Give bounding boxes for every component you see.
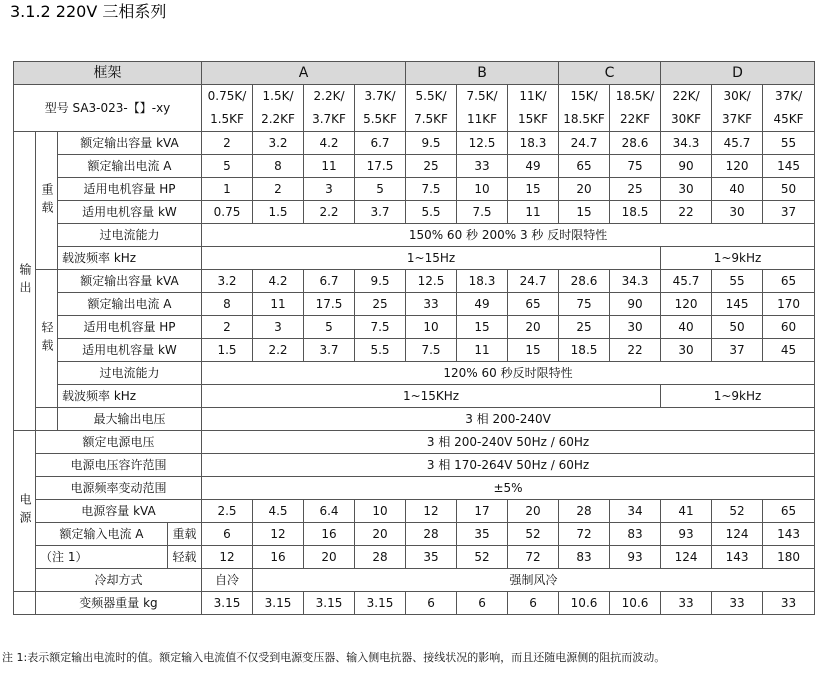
model-line-1: 15K/ <box>570 89 598 103</box>
row-label: 适用电机容量 kW <box>58 339 202 362</box>
light-value-cell: 60 <box>763 316 815 339</box>
heavy-value-cell: 75 <box>610 155 661 178</box>
model-line-1: 7.5K/ <box>466 89 498 103</box>
model-line-2: 11KF <box>466 112 498 126</box>
power-capacity-cell: 6.4 <box>304 500 355 523</box>
power-capacity-cell: 41 <box>661 500 712 523</box>
heavy-value-cell: 7.5 <box>406 178 457 201</box>
heavy-value-cell: 1 <box>202 178 253 201</box>
input-light-cell: 20 <box>304 546 355 569</box>
model-line-1: 22K/ <box>672 89 700 103</box>
max-voltage-value: 3 相 200-240V <box>202 408 815 431</box>
light-value-cell: 18.5 <box>559 339 610 362</box>
light-value-cell: 55 <box>712 270 763 293</box>
heavy-value-cell: 10 <box>457 178 508 201</box>
heavy-value-cell: 2.2 <box>304 201 355 224</box>
model-line-1: 11K/ <box>519 89 547 103</box>
light-value-cell: 28.6 <box>559 270 610 293</box>
light-value-cell: 4.2 <box>253 270 304 293</box>
light-row <box>14 316 815 339</box>
heavy-value-cell: 7.5 <box>457 201 508 224</box>
blank-cell <box>36 408 58 431</box>
frame-a-header: A <box>202 62 406 85</box>
row-label: 最大输出电压 <box>58 408 202 431</box>
heavy-value-cell: 37 <box>763 201 815 224</box>
input-heavy-cell: 12 <box>253 523 304 546</box>
rated-voltage-value: 3 相 200-240V 50Hz / 60Hz <box>202 431 815 454</box>
light-value-cell: 33 <box>406 293 457 316</box>
model-line-1: 37K/ <box>774 89 803 103</box>
input-current-note: （注 1） <box>36 546 168 569</box>
row-label: 额定输出容量 kVA <box>58 270 202 293</box>
heavy-value-cell: 55 <box>763 132 815 155</box>
weight-cell: 3.15 <box>355 592 406 615</box>
light-value-cell: 50 <box>712 316 763 339</box>
freq-tolerance-value: ±5% <box>202 477 815 500</box>
light-value-cell: 11 <box>457 339 508 362</box>
row-label: 额定输出容量 kVA <box>58 132 202 155</box>
row-label: 适用电机容量 kW <box>58 201 202 224</box>
heavy-value-cell: 25 <box>406 155 457 178</box>
row-label: 冷却方式 <box>36 569 202 592</box>
light-carrier-row <box>14 385 815 408</box>
light-value-cell: 45.7 <box>661 270 712 293</box>
model-cell <box>508 85 559 132</box>
heavy-value-cell: 18.5 <box>610 201 661 224</box>
heavy-value-cell: 9.5 <box>406 132 457 155</box>
input-heavy-cell: 83 <box>610 523 661 546</box>
light-overload-value: 120% 60 秒反时限特性 <box>202 362 815 385</box>
heavy-value-cell: 5 <box>355 178 406 201</box>
light-value-cell: 20 <box>508 316 559 339</box>
heavy-value-cell: 5 <box>202 155 253 178</box>
light-value-cell: 40 <box>661 316 712 339</box>
model-line-2: 30KF <box>671 112 702 126</box>
heavy-value-cell: 11 <box>304 155 355 178</box>
heavy-value-cell: 2 <box>253 178 304 201</box>
heavy-value-cell: 30 <box>661 178 712 201</box>
heavy-value-cell: 33 <box>457 155 508 178</box>
light-value-cell: 18.3 <box>457 270 508 293</box>
heavy-value-cell: 8 <box>253 155 304 178</box>
heavy-value-cell: 15 <box>508 178 559 201</box>
row-label: 载波频率 kHz <box>58 247 202 270</box>
input-current-label: 额定输入电流 A <box>36 523 168 546</box>
model-line-2: 22KF <box>620 112 651 126</box>
input-light-cell: 12 <box>202 546 253 569</box>
model-cell <box>304 85 355 132</box>
light-value-cell: 65 <box>763 270 815 293</box>
heavy-value-cell: 145 <box>763 155 815 178</box>
model-label: 型号 SA3-023-【】-xy <box>14 85 202 132</box>
input-heavy-cell: 143 <box>763 523 815 546</box>
model-cell <box>661 85 712 132</box>
model-line-1: 3.7K/ <box>364 89 396 103</box>
heavy-value-cell: 12.5 <box>457 132 508 155</box>
light-row <box>14 293 815 316</box>
light-value-cell: 25 <box>559 316 610 339</box>
light-value-cell: 65 <box>508 293 559 316</box>
light-row <box>14 270 815 293</box>
row-label: 变频器重量 kg <box>36 592 202 615</box>
model-cell <box>712 85 763 132</box>
model-cell <box>763 85 815 132</box>
light-value-cell: 5 <box>304 316 355 339</box>
heavy-row <box>14 201 815 224</box>
input-heavy-row <box>14 523 815 546</box>
input-heavy-cell: 124 <box>712 523 763 546</box>
heavy-side-label: 重载 <box>36 132 58 270</box>
heavy-overload-row <box>14 224 815 247</box>
weight-cell: 6 <box>406 592 457 615</box>
heavy-value-cell: 28.6 <box>610 132 661 155</box>
light-value-cell: 15 <box>457 316 508 339</box>
light-value-cell: 49 <box>457 293 508 316</box>
weight-cell: 10.6 <box>559 592 610 615</box>
voltage-tolerance-value: 3 相 170-264V 50Hz / 60Hz <box>202 454 815 477</box>
weight-row <box>14 592 815 615</box>
input-heavy-cell: 52 <box>508 523 559 546</box>
model-line-2: 18.5KF <box>563 112 605 126</box>
heavy-value-cell: 11 <box>508 201 559 224</box>
input-light-cell: 35 <box>406 546 457 569</box>
section-title: 3.1.2 220V 三相系列 <box>10 2 167 21</box>
power-capacity-row <box>14 500 815 523</box>
input-light-cell: 72 <box>508 546 559 569</box>
model-line-1: 5.5K/ <box>415 89 447 103</box>
model-cell <box>406 85 457 132</box>
cooling-natural: 自冷 <box>202 569 253 592</box>
light-value-cell: 170 <box>763 293 815 316</box>
weight-cell: 33 <box>712 592 763 615</box>
power-capacity-cell: 4.5 <box>253 500 304 523</box>
weight-cell: 6 <box>457 592 508 615</box>
light-value-cell: 10 <box>406 316 457 339</box>
light-value-cell: 22 <box>610 339 661 362</box>
frame-label: 框架 <box>14 62 202 85</box>
model-cell <box>202 85 253 132</box>
input-light-cell: 93 <box>610 546 661 569</box>
model-cell <box>253 85 304 132</box>
row-label: 电源电压容许范围 <box>36 454 202 477</box>
cooling-forced: 强制风冷 <box>253 569 815 592</box>
power-capacity-cell: 20 <box>508 500 559 523</box>
model-line-2: 5.5KF <box>363 112 397 126</box>
heavy-value-cell: 34.3 <box>661 132 712 155</box>
heavy-value-cell: 3.2 <box>253 132 304 155</box>
frame-d-header: D <box>661 62 815 85</box>
freq-tolerance-row <box>14 477 815 500</box>
power-capacity-cell: 52 <box>712 500 763 523</box>
model-line-2: 37KF <box>722 112 753 126</box>
light-value-cell: 17.5 <box>304 293 355 316</box>
input-heavy-label: 重载 <box>168 523 202 546</box>
model-line-2: 45KF <box>773 112 804 126</box>
heavy-value-cell: 40 <box>712 178 763 201</box>
light-value-cell: 5.5 <box>355 339 406 362</box>
heavy-row <box>14 178 815 201</box>
row-label: 过电流能力 <box>58 224 202 247</box>
light-value-cell: 1.5 <box>202 339 253 362</box>
heavy-carrier-a: 1~15Hz <box>202 247 661 270</box>
model-line-1: 18.5K/ <box>615 89 655 103</box>
power-capacity-cell: 34 <box>610 500 661 523</box>
heavy-value-cell: 24.7 <box>559 132 610 155</box>
power-side-label: 电源 <box>14 431 36 592</box>
heavy-value-cell: 6.7 <box>355 132 406 155</box>
row-label: 载波频率 kHz <box>58 385 202 408</box>
input-heavy-cell: 93 <box>661 523 712 546</box>
light-value-cell: 24.7 <box>508 270 559 293</box>
heavy-value-cell: 3 <box>304 178 355 201</box>
light-value-cell: 3 <box>253 316 304 339</box>
light-value-cell: 7.5 <box>355 316 406 339</box>
weight-cell: 3.15 <box>253 592 304 615</box>
model-line-2: 3.7KF <box>312 112 346 126</box>
heavy-value-cell: 25 <box>610 178 661 201</box>
cooling-row <box>14 569 815 592</box>
input-heavy-cell: 20 <box>355 523 406 546</box>
row-label: 额定输出电流 A <box>58 155 202 178</box>
model-row <box>14 85 815 132</box>
heavy-value-cell: 45.7 <box>712 132 763 155</box>
voltage-tolerance-row <box>14 454 815 477</box>
heavy-value-cell: 18.3 <box>508 132 559 155</box>
row-label: 电源频率变动范围 <box>36 477 202 500</box>
model-cell <box>355 85 406 132</box>
model-line-2: 2.2KF <box>261 112 295 126</box>
light-value-cell: 2 <box>202 316 253 339</box>
light-overload-row <box>14 362 815 385</box>
blank-cell <box>14 592 36 615</box>
model-line-2: 7.5KF <box>414 112 448 126</box>
power-capacity-cell: 28 <box>559 500 610 523</box>
row-label: 电源容量 kVA <box>36 500 202 523</box>
heavy-value-cell: 0.75 <box>202 201 253 224</box>
heavy-row <box>14 132 815 155</box>
light-value-cell: 34.3 <box>610 270 661 293</box>
input-light-cell: 28 <box>355 546 406 569</box>
row-label: 适用电机容量 HP <box>58 178 202 201</box>
input-heavy-cell: 35 <box>457 523 508 546</box>
model-line-1: 1.5K/ <box>262 89 294 103</box>
light-value-cell: 90 <box>610 293 661 316</box>
power-capacity-cell: 10 <box>355 500 406 523</box>
weight-cell: 33 <box>763 592 815 615</box>
heavy-value-cell: 30 <box>712 201 763 224</box>
light-value-cell: 7.5 <box>406 339 457 362</box>
output-side-label: 输出 <box>14 132 36 431</box>
light-value-cell: 12.5 <box>406 270 457 293</box>
weight-cell: 6 <box>508 592 559 615</box>
light-value-cell: 2.2 <box>253 339 304 362</box>
heavy-value-cell: 65 <box>559 155 610 178</box>
input-heavy-cell: 6 <box>202 523 253 546</box>
light-carrier-b: 1~9kHz <box>661 385 815 408</box>
light-value-cell: 15 <box>508 339 559 362</box>
row-label: 过电流能力 <box>58 362 202 385</box>
model-line-2: 1.5KF <box>210 112 244 126</box>
weight-cell: 10.6 <box>610 592 661 615</box>
heavy-value-cell: 2 <box>202 132 253 155</box>
heavy-value-cell: 49 <box>508 155 559 178</box>
weight-cell: 33 <box>661 592 712 615</box>
model-line-1: 0.75K/ <box>207 89 247 103</box>
input-light-row <box>14 546 815 569</box>
light-value-cell: 11 <box>253 293 304 316</box>
input-light-cell: 124 <box>661 546 712 569</box>
input-light-cell: 83 <box>559 546 610 569</box>
heavy-carrier-b: 1~9kHz <box>661 247 815 270</box>
heavy-carrier-row <box>14 247 815 270</box>
rated-voltage-row <box>14 431 815 454</box>
light-value-cell: 25 <box>355 293 406 316</box>
heavy-value-cell: 4.2 <box>304 132 355 155</box>
heavy-value-cell: 5.5 <box>406 201 457 224</box>
input-heavy-cell: 72 <box>559 523 610 546</box>
input-light-cell: 143 <box>712 546 763 569</box>
light-value-cell: 45 <box>763 339 815 362</box>
weight-cell: 3.15 <box>304 592 355 615</box>
light-value-cell: 145 <box>712 293 763 316</box>
frame-b-header: B <box>406 62 559 85</box>
input-light-cell: 180 <box>763 546 815 569</box>
row-label: 额定输出电流 A <box>58 293 202 316</box>
model-cell <box>457 85 508 132</box>
row-label: 额定电源电压 <box>36 431 202 454</box>
power-capacity-cell: 65 <box>763 500 815 523</box>
input-heavy-cell: 16 <box>304 523 355 546</box>
heavy-value-cell: 90 <box>661 155 712 178</box>
frame-header-row <box>14 62 815 85</box>
light-value-cell: 120 <box>661 293 712 316</box>
heavy-value-cell: 50 <box>763 178 815 201</box>
light-row <box>14 339 815 362</box>
model-cell <box>610 85 661 132</box>
model-cell <box>559 85 610 132</box>
light-value-cell: 30 <box>610 316 661 339</box>
input-light-cell: 52 <box>457 546 508 569</box>
input-heavy-cell: 28 <box>406 523 457 546</box>
light-value-cell: 30 <box>661 339 712 362</box>
row-label: 适用电机容量 HP <box>58 316 202 339</box>
power-capacity-cell: 12 <box>406 500 457 523</box>
power-capacity-cell: 2.5 <box>202 500 253 523</box>
model-line-2: 15KF <box>518 112 549 126</box>
heavy-value-cell: 22 <box>661 201 712 224</box>
heavy-value-cell: 20 <box>559 178 610 201</box>
heavy-value-cell: 17.5 <box>355 155 406 178</box>
light-value-cell: 3.2 <box>202 270 253 293</box>
light-value-cell: 9.5 <box>355 270 406 293</box>
light-carrier-a: 1~15KHz <box>202 385 661 408</box>
heavy-overload-value: 150% 60 秒 200% 3 秒 反时限特性 <box>202 224 815 247</box>
heavy-value-cell: 120 <box>712 155 763 178</box>
max-voltage-row <box>14 408 815 431</box>
footnote: 注 1:表示额定输出电流时的值。额定输入电流值不仅受到电源变压器、输入侧电抗器、接线状况的影响，而且还随电源侧的阻抗而波动。 <box>2 651 666 664</box>
input-light-label: 轻载 <box>168 546 202 569</box>
heavy-value-cell: 3.7 <box>355 201 406 224</box>
light-value-cell: 8 <box>202 293 253 316</box>
light-value-cell: 75 <box>559 293 610 316</box>
model-line-1: 30K/ <box>723 89 751 103</box>
spec-table <box>13 61 815 615</box>
heavy-value-cell: 15 <box>559 201 610 224</box>
light-value-cell: 37 <box>712 339 763 362</box>
input-light-cell: 16 <box>253 546 304 569</box>
frame-c-header: C <box>559 62 661 85</box>
light-value-cell: 6.7 <box>304 270 355 293</box>
light-value-cell: 3.7 <box>304 339 355 362</box>
light-side-label: 轻载 <box>36 270 58 408</box>
power-capacity-cell: 17 <box>457 500 508 523</box>
heavy-value-cell: 1.5 <box>253 201 304 224</box>
weight-cell: 3.15 <box>202 592 253 615</box>
model-line-1: 2.2K/ <box>313 89 345 103</box>
heavy-row <box>14 155 815 178</box>
